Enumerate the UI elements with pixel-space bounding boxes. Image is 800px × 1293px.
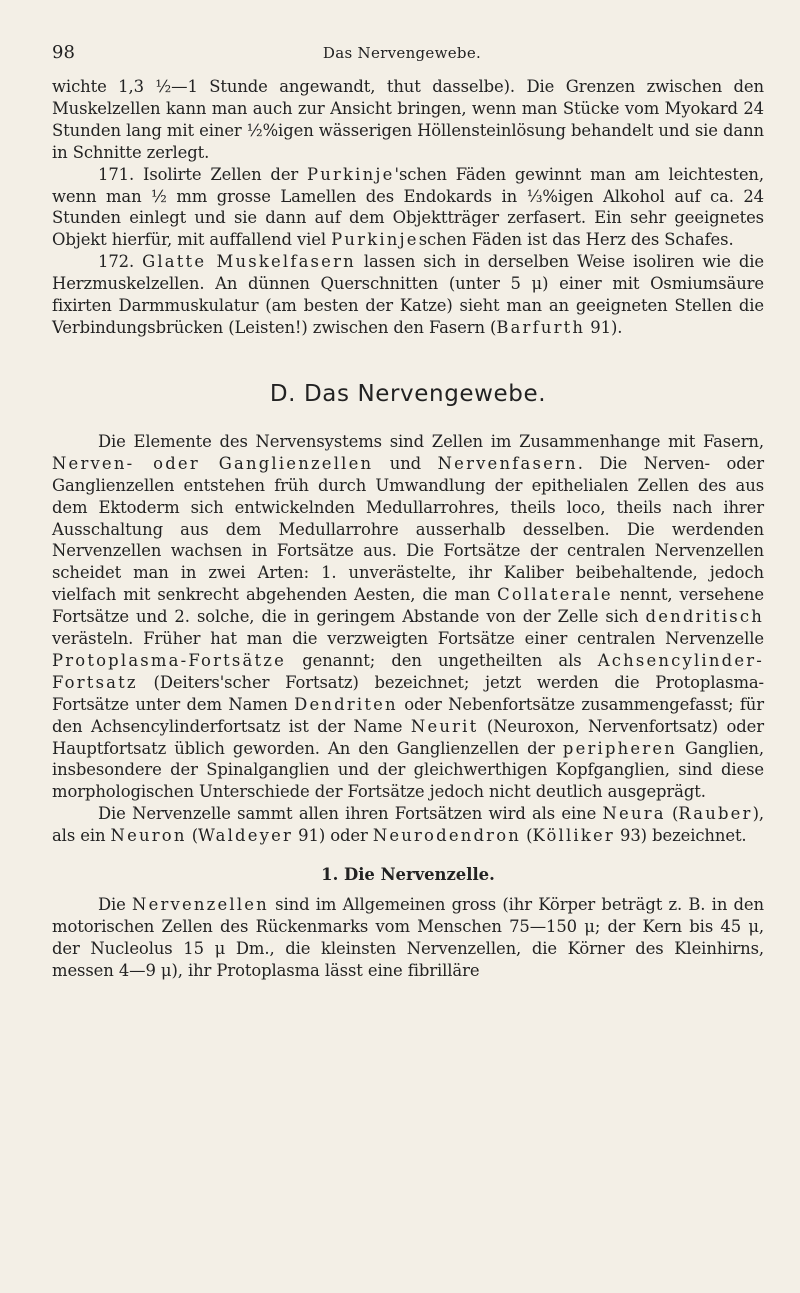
text-run: Die <box>98 895 133 915</box>
text-run: Ganglien, insbesondere der Spinalganglien und der gleichwerthigen Kopfganglien, sind diese morphologischen Unterschiede der Fortsätze jedoch nicht deutlich ausgeprägt. <box>52 738 764 802</box>
text-run: lassen sich in derselben Weise isoliren wie die Herzmuskelzellen. An dünnen Querschnitten (unter 5 μ) einer mit Osmiumsäure fixirten Darmmuskulatur (am besten der Katze) sieht man an geeigneten Stellen die Verbindungsbrücken (Leisten!) zwischen den Fasern ( <box>52 252 764 337</box>
text-run: verästeln. Früher hat man die verzweigten Fortsätze einer centralen Nervenzelle <box>52 629 764 649</box>
text-run: wichte 1,3 ½—1 Stunde angewandt, thut dasselbe). Die Grenzen zwischen den Muskelzellen kann man auch zur Ansicht bringen, wenn man Stücke vom Myokard 24 Stunden lang mit einer ½%igen wässerigen Höllensteinlösung behandelt und sie dann in Schnitte zerlegt. <box>52 77 764 162</box>
text-run: (Neuroxon, Nervenfortsatz) oder Hauptfortsatz üblich geworden. An den Ganglienzellen der <box>52 716 765 758</box>
page-header <box>52 42 764 76</box>
author-name: Purkinje <box>331 230 419 250</box>
section-heading: D. Das Nervengewebe. <box>269 380 547 407</box>
author-name: Kölliker <box>532 826 615 846</box>
emphasis-term: Glatte Muskelfasern <box>142 252 356 272</box>
paragraph-172 <box>52 251 764 339</box>
text-run: nennt, versehene Fortsätze und 2. solche, die in geringem Abstande von der Zelle sich <box>52 585 764 627</box>
text-run: Die Nervenzelle sammt allen ihren Fortsätzen wird als eine <box>98 804 603 824</box>
body-text <box>52 76 764 982</box>
emphasis-term: Nervenzellen <box>132 895 269 915</box>
text-run: ), als ein <box>52 804 764 846</box>
paragraph-171 <box>52 164 764 252</box>
subsection-heading: 1. Die Nervenzelle. <box>321 865 495 885</box>
text-run: oder Nebenfortsätze zusammengefasst; für den Achsencylinderfortsatz ist der Name <box>52 694 764 736</box>
paragraph-neuron <box>52 803 764 847</box>
text-run: Die Elemente des Nervensystems sind Zellen im Zusammenhange mit Fasern, <box>98 431 764 451</box>
emphasis-term: Nerven- oder Ganglienzellen <box>52 453 374 473</box>
text-run: und <box>373 453 438 473</box>
text-run: 172. <box>98 252 143 272</box>
paragraph-nerve-cell <box>52 894 764 982</box>
emphasis-term: Protoplasma-Fortsätze <box>52 650 287 670</box>
emphasis-term: dendritisch <box>645 607 764 627</box>
text-run: 171. Isolirte Zellen der <box>98 164 307 184</box>
author-name: Waldeyer <box>198 826 294 846</box>
emphasis-term: Collaterale <box>497 585 613 605</box>
text-run: 93) bezeichnet. <box>614 826 747 846</box>
emphasis-term: Neurit <box>410 716 479 736</box>
text-run: ( <box>521 826 533 846</box>
text-run: schen Fäden ist das Herz des Schafes. <box>418 230 734 250</box>
text-run: ( <box>665 804 679 824</box>
emphasis-term: Neura <box>602 804 666 824</box>
text-run: genannt; den ungetheilten als <box>286 650 598 670</box>
author-name: Purkinje <box>307 164 395 184</box>
author-name: Rauber <box>678 804 753 824</box>
text-run: 'schen Fäden gewinnt man am leichtesten, wenn man ½ mm grosse Lamellen des Endokards in ⅓%igen Alkohol auf ca. 24 Stunden einlegt und sie dann auf dem Objektträger zerfasert. Ein sehr geeignetes Objekt hierfür, mit auffallend viel <box>52 164 764 250</box>
paragraph-silver-nitrate <box>52 76 764 164</box>
text-run: sind im Allgemeinen gross (ihr Körper beträgt z. B. in den motorischen Zellen des Rückenmarks vom Menschen 75—150 μ; der Kern bis 45 μ, der Nucleolus 15 μ Dm., die kleinsten Nervenzellen, die Körner des Kleinhirns, messen 4—9 μ), ihr Protoplasma lässt eine fibrilläre <box>52 895 764 980</box>
text-run: . Die Nerven- oder Ganglienzellen entstehen früh durch Umwandlung der epithelialen Zellen des aus dem Ektoderm sich entwickelnden Medullarrohres, theils loco, theils nach ihrer Ausschaltung aus dem Medullarrohre ausserhalb desselben. Die werdenden Nervenzellen wachsen in Fortsätze aus. Die Fortsätze der centralen Nervenzellen scheidet man in zwei Arten: 1. unverästelte, ihr Kaliber beibehaltende, jedoch vielfach mit senkrecht abgehenden Aesten, die man <box>52 453 764 605</box>
emphasis-term: Neuron <box>110 826 187 846</box>
book-page <box>52 42 764 982</box>
emphasis-term: Dendriten <box>294 694 398 714</box>
author-name: Barfurth <box>496 317 586 337</box>
emphasis-term: peripheren <box>562 738 677 758</box>
running-title: Das Nervengewebe. <box>322 44 482 62</box>
text-run: 91). <box>585 317 623 337</box>
paragraph-elements <box>52 431 764 803</box>
text-run: (Deiters'scher Fortsatz) bezeichnet; jetzt werden die Protoplasma-Fortsätze unter dem Namen <box>52 672 764 714</box>
text-run: 91) oder <box>293 826 373 846</box>
emphasis-term: Nervenfasern <box>437 453 578 473</box>
page-number: 98 <box>52 42 75 63</box>
emphasis-term: Neurodendron <box>372 826 522 846</box>
text-run: ( <box>186 826 199 846</box>
emphasis-term: Achsencylinder-Fortsatz <box>52 650 764 692</box>
